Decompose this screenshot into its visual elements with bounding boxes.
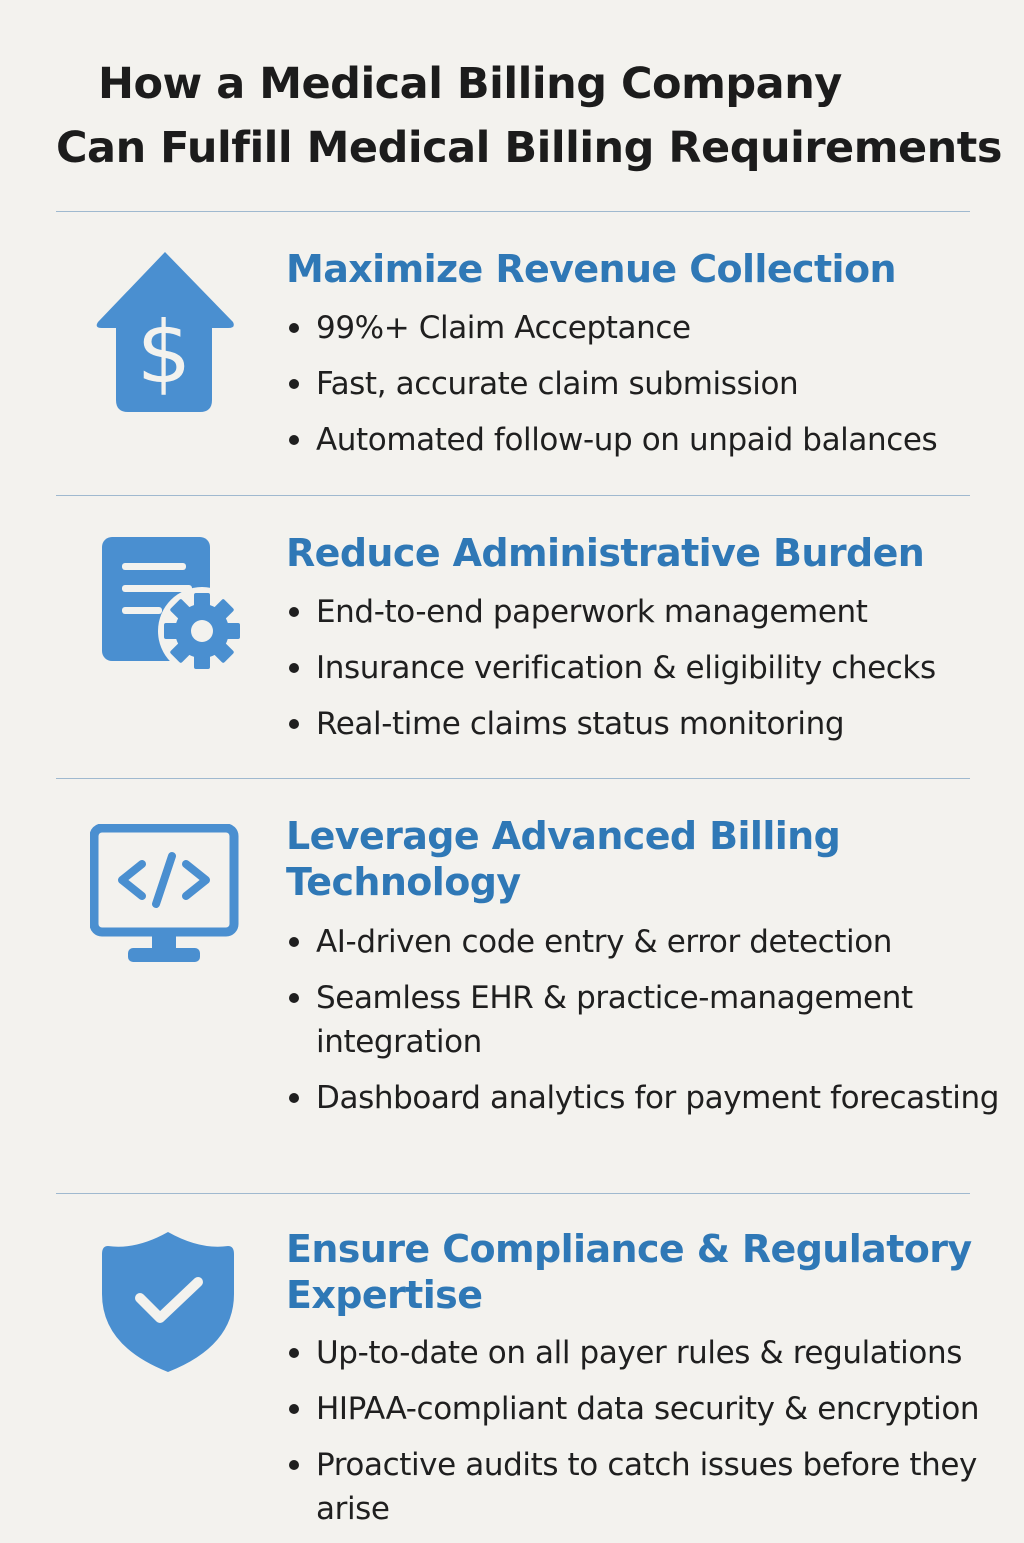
list-item: 99%+ Claim Acceptance [286,306,1011,350]
document-gear-icon [90,535,240,705]
section-heading: Maximize Revenue Collection [286,247,896,291]
bullet-list [286,920,1011,1132]
section-heading: Reduce Administrative Burden [286,531,925,575]
section-heading: Leverage Advanced Billing Technology [286,814,841,904]
list-item: Real-time claims status monitoring [286,702,1011,746]
title-line-2: Can Fulfill Medical Billing Requirements [56,123,1002,173]
shield-check-icon [90,1228,240,1398]
list-item: Insurance verification & eligibility checks [286,646,1011,690]
title-line-1: How a Medical Billing Company [98,59,842,109]
bullet-list [286,590,1011,758]
page-title [0,52,1024,180]
divider [56,1193,970,1194]
bullet-list [286,1331,1011,1543]
list-item: HIPAA-compliant data security & encryption [286,1387,1011,1431]
bullet-list [286,306,1011,474]
house-dollar-icon [90,250,240,420]
svg-text:$: $ [136,303,192,403]
list-item: Fast, accurate claim submission [286,362,1011,406]
divider [56,495,970,496]
list-item: Dashboard analytics for payment forecasting [286,1076,1011,1120]
list-item: Proactive audits to catch issues before they arise [286,1443,1011,1531]
section-heading: Ensure Compliance & Regulatory Expertise [286,1227,972,1317]
divider [56,778,970,779]
list-item: Up-to-date on all payer rules & regulations [286,1331,1011,1375]
divider [56,211,970,212]
monitor-code-icon [90,824,240,994]
list-item: AI-driven code entry & error detection [286,920,1011,964]
list-item: Automated follow-up on unpaid balances [286,418,1011,462]
list-item: Seamless EHR & practice-management integration [286,976,1011,1064]
list-item: End-to-end paperwork management [286,590,1011,634]
